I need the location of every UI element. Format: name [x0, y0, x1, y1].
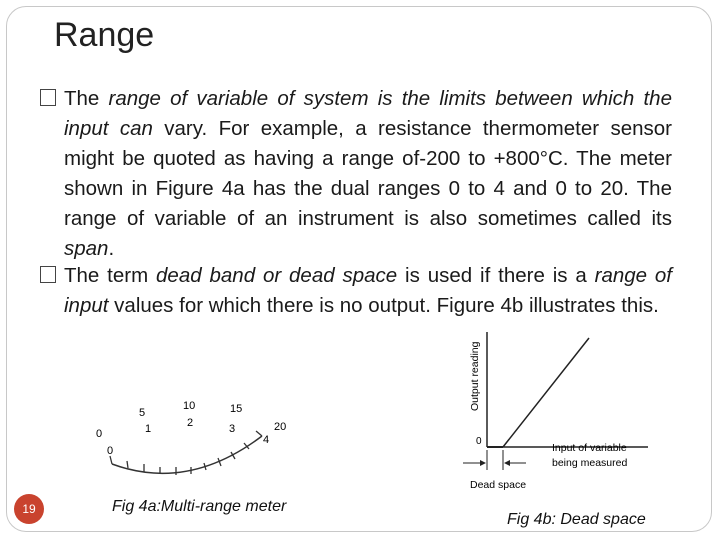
- meter-inner-label: 2: [187, 417, 194, 429]
- output-reading-label: Output reading: [469, 341, 481, 411]
- body-text: vary. For example, a resistance thermometer sensor might be quoted as having a range of-200 to +800°C. The meter shown in Figure 4a has the dual ranges 0 to 4 and 0 to 20. The range of variable of an instrument is also sometimes called its: [64, 117, 672, 230]
- meter-outer-label: 0: [96, 428, 103, 440]
- input-variable-label: Input of variable: [552, 442, 627, 454]
- input-variable-label: being measured: [552, 457, 628, 469]
- body-text: .: [108, 237, 115, 260]
- meter-inner-label: 4: [263, 434, 270, 446]
- meter-outer-label: 20: [274, 421, 287, 433]
- meter-ticks: [110, 431, 262, 475]
- body-text: The: [64, 87, 109, 110]
- body-text: values for which there is no output. Figure 4b illustrates this.: [108, 294, 659, 317]
- emphasis-text: dead band or dead space: [156, 264, 398, 287]
- meter-outer-label: 15: [230, 403, 243, 415]
- body-text: is used if there is a: [397, 264, 595, 287]
- meter-inner-label: 3: [229, 423, 236, 435]
- origin-label: 0: [476, 436, 482, 447]
- bullet-text-dead-band: [40, 261, 672, 321]
- bullet-box-icon: [40, 89, 56, 106]
- meter-scale-arc: [112, 436, 262, 473]
- figure-4b-caption: Fig 4b: Dead space: [507, 511, 646, 528]
- bullet-text-range: [40, 84, 672, 264]
- meter-inner-label: 0: [107, 445, 114, 457]
- dead-space-figure: [458, 330, 676, 498]
- emphasis-text: range of input: [64, 264, 673, 317]
- emphasis-text: range of variable of system is the limits between which the input can: [64, 87, 672, 140]
- meter-outer-label: 10: [183, 400, 196, 412]
- multi-range-meter-figure: [84, 392, 306, 484]
- meter-outer-label: 5: [139, 407, 146, 419]
- output-response-line: [503, 338, 589, 447]
- slide-title: Range: [54, 16, 155, 54]
- bullet-dead-band: [40, 261, 672, 321]
- bullet-range: [40, 84, 672, 264]
- meter-inner-label: 1: [145, 423, 152, 435]
- dead-space-label: Dead space: [470, 479, 527, 491]
- figure-4a-caption: Fig 4a:Multi-range meter: [112, 498, 287, 515]
- emphasis-text: span: [64, 237, 109, 260]
- body-text: The term: [64, 264, 157, 287]
- slide-number-badge: 19: [14, 494, 44, 524]
- bullet-box-icon: [40, 266, 56, 283]
